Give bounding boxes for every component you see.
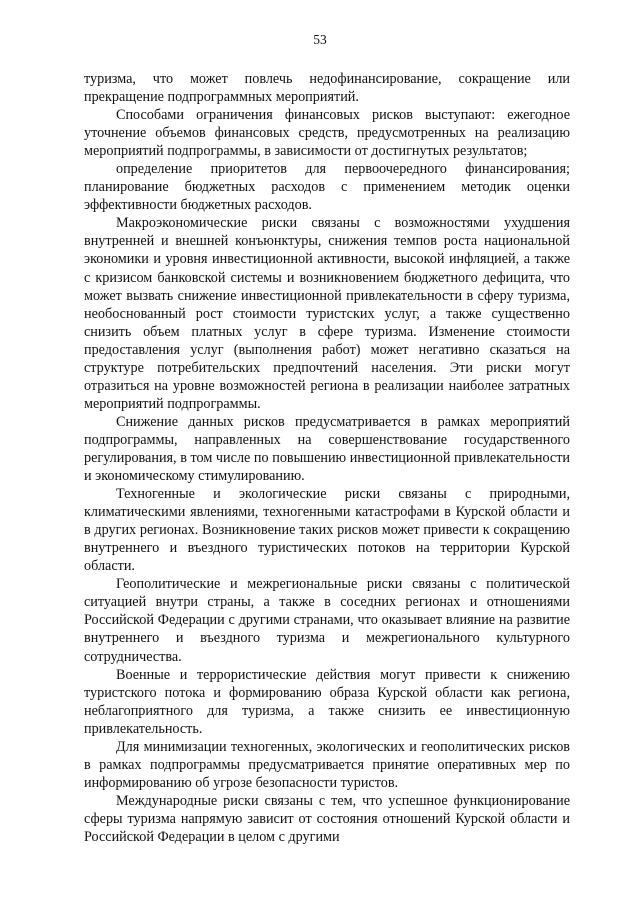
paragraph-international-risks: Международные риски связаны с тем, что успешное функционирование сферы туризма напрямую зависит от состояния отношений Курской области и Российской Федерации в целом с другими bbox=[84, 792, 570, 845]
paragraph-macroeconomic-risks: Макроэкономические риски связаны с возможностями ухудшения внутренней и внешней конъюнктуры, снижения темпов роста национальной экономики и уровня инвестиционной активности, высокой инфляцией, а также с кризисом банковской системы и возникновением бюджетного дефицита, что может вызвать снижение инвестиционной привлекательности в сферу туризма, необоснованный рост стоимости туристских услуг, а также существенно снизить объем платных услуг в сфере туризма. Изменение стоимости предоставления услуг (выполнения работ) может негативно сказаться на структуре потребительских предпочтений населения. Эти риски могут отразиться на уровне возможностей региона в реализации наиболее затратных мероприятий подпрограммы. bbox=[84, 215, 570, 412]
paragraph-continuation: туризма, что может повлечь недофинансирование, сокращение или прекращение подпрограммных мероприятий. bbox=[84, 71, 570, 106]
paragraph-risk-minimization: Для минимизации техногенных, экологических и геополитических рисков в рамках подпрограммы предусматривается принятие оперативных мер по информированию об угрозе безопасности туристов. bbox=[84, 738, 570, 791]
paragraph-risk-reduction: Снижение данных рисков предусматривается в рамках мероприятий подпрограммы, направленных на совершенствование государственного регулирования, в том числе по повышению инвестиционной привлекательности и экономическому стимулированию. bbox=[84, 413, 570, 485]
document-body bbox=[84, 70, 570, 846]
page-number: 53 bbox=[313, 32, 327, 47]
paragraph-military-risks: Военные и террористические действия могут привести к снижению туристского потока и формированию образа Курской области как региона, неблагоприятного для туризма, а также снизить ее инвестиционную привлекательность. bbox=[84, 666, 570, 737]
paragraph-geopolitical-risks: Геополитические и межрегиональные риски связаны с политической ситуацией внутри страны, а также в соседних регионах и отношениями Российской Федерации с другими странами, что оказывает влияние на развитие внутреннего и въездного туризма и межрегионального культурного сотрудничества. bbox=[84, 576, 570, 665]
paragraph-priorities: определение приоритетов для первоочередного финансирования; планирование бюджетных расходов с применением методик оценки эффективности бюджетных расходов. bbox=[84, 161, 570, 214]
paragraph-technogenic-risks: Техногенные и экологические риски связаны с природными, климатическими явлениями, техногенными катастрофами в Курской области и в других регионах. Возникновение таких рисков может привести к сокращению внутреннего и въездного туристических потоков на территории Курской области. bbox=[84, 486, 570, 575]
paragraph-financial-risk-limits: Способами ограничения финансовых рисков выступают: ежегодное уточнение объемов финансовых средств, предусмотренных на реализацию мероприятий подпрограммы, в зависимости от достигнутых результатов; bbox=[84, 107, 570, 160]
